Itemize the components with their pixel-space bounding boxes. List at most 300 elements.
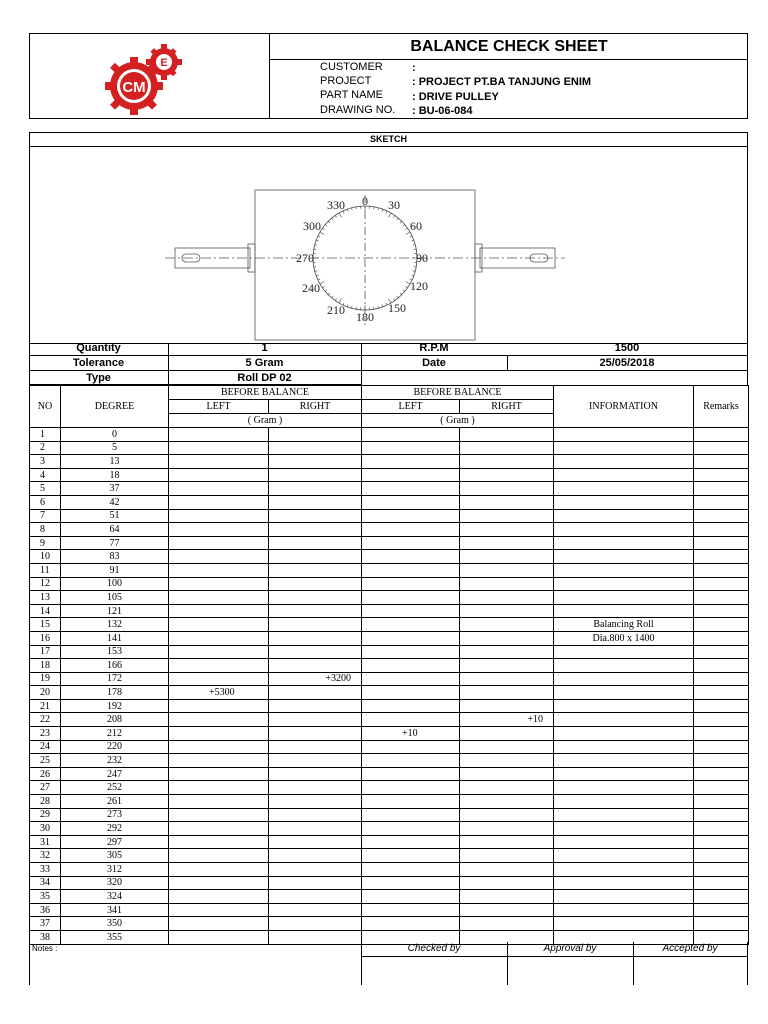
row-remarks [694, 890, 749, 904]
after-left-value [362, 740, 460, 754]
table-row [30, 591, 749, 605]
after-right-value [460, 536, 554, 550]
dial-label-330: 330 [327, 198, 345, 212]
before-right-value [269, 536, 362, 550]
date-value: 25/05/2018 [599, 357, 655, 369]
before-left-value [169, 441, 269, 455]
before-left-value [169, 563, 269, 577]
balance-table [29, 385, 749, 945]
group1-header: BEFORE BALANCE [169, 386, 362, 400]
row-remarks [694, 604, 749, 618]
row-information [554, 468, 694, 482]
row-remarks [694, 849, 749, 863]
table-row [30, 577, 749, 591]
row-information [554, 455, 694, 469]
after-left-value [362, 495, 460, 509]
before-right-value [269, 767, 362, 781]
notes-label: Notes : [32, 944, 58, 953]
row-degree: 141 [61, 631, 169, 645]
information-header: INFORMATION [554, 386, 694, 428]
row-remarks [694, 876, 749, 890]
before-left-value [169, 863, 269, 877]
dial-tick [397, 218, 399, 220]
after-left-value [362, 550, 460, 564]
after-right-value [460, 659, 554, 673]
dial-label-210: 210 [327, 303, 345, 317]
after-left-value [362, 523, 460, 537]
drawing-no-value: : BU-06-084 [412, 105, 473, 117]
row-no: 34 [30, 876, 61, 890]
row-information [554, 781, 694, 795]
row-remarks [694, 767, 749, 781]
row-degree: 355 [61, 930, 169, 944]
row-remarks [694, 618, 749, 632]
table-row [30, 536, 749, 550]
type-label: Type [86, 372, 111, 384]
before-right-value [269, 563, 362, 577]
row-no: 32 [30, 849, 61, 863]
row-remarks [694, 563, 749, 577]
quantity-label: Quantity [76, 342, 121, 354]
after-right-value [460, 631, 554, 645]
after-right-value [460, 767, 554, 781]
row-degree: 83 [61, 550, 169, 564]
row-information [554, 441, 694, 455]
after-left-value [362, 822, 460, 836]
rpm-value: 1500 [614, 342, 640, 354]
row-information [554, 577, 694, 591]
dial-tick [332, 218, 334, 220]
dial-label-300: 300 [303, 219, 321, 233]
accepted-by-sign[interactable] [634, 957, 746, 984]
table-row [30, 740, 749, 754]
dial-label-30: 30 [388, 198, 400, 212]
table-row [30, 863, 749, 877]
before-right-value [269, 468, 362, 482]
dial-tick [339, 213, 342, 217]
before-right-value [269, 863, 362, 877]
row-information [554, 713, 694, 727]
row-information [554, 849, 694, 863]
row-no: 22 [30, 713, 61, 727]
before-left-value [169, 659, 269, 673]
dial-tick [320, 282, 324, 285]
row-no: 29 [30, 808, 61, 822]
dial-label-90: 90 [416, 251, 428, 265]
row-remarks [694, 509, 749, 523]
checked-by-label: Checked by [407, 943, 461, 954]
row-information [554, 903, 694, 917]
row-information [554, 686, 694, 700]
after-right-value [460, 903, 554, 917]
row-degree: 91 [61, 563, 169, 577]
after-left-value [362, 441, 460, 455]
row-remarks [694, 808, 749, 822]
row-information [554, 822, 694, 836]
after-left-value [362, 781, 460, 795]
row-no: 10 [30, 550, 61, 564]
svg-text:E: E [160, 57, 168, 69]
table-row [30, 468, 749, 482]
row-no: 6 [30, 495, 61, 509]
group2-right-header: RIGHT [460, 400, 554, 414]
row-information [554, 727, 694, 741]
after-right-value [460, 740, 554, 754]
row-degree: 51 [61, 509, 169, 523]
before-right-value [269, 495, 362, 509]
after-right-value [460, 468, 554, 482]
before-right-value [269, 754, 362, 768]
group1-left-header: LEFT [169, 400, 269, 414]
row-remarks [694, 903, 749, 917]
before-right-value [269, 835, 362, 849]
row-degree: 153 [61, 645, 169, 659]
customer-label: CUSTOMER [320, 61, 383, 73]
before-left-value [169, 903, 269, 917]
before-left-value [169, 550, 269, 564]
before-left-value [169, 917, 269, 931]
before-left-value [169, 536, 269, 550]
table-row [30, 903, 749, 917]
after-left-value [362, 699, 460, 713]
dial-tick [403, 290, 405, 292]
row-no: 16 [30, 631, 61, 645]
after-right-value [460, 455, 554, 469]
row-degree: 42 [61, 495, 169, 509]
before-left-value [169, 495, 269, 509]
before-left-value [169, 754, 269, 768]
svg-text:CM: CM [122, 79, 146, 96]
dial-tick [382, 305, 383, 307]
row-degree: 13 [61, 455, 169, 469]
before-left-value [169, 781, 269, 795]
row-no: 31 [30, 835, 61, 849]
before-right-value [269, 550, 362, 564]
table-row [30, 727, 749, 741]
after-left-value [362, 631, 460, 645]
after-left-value [362, 917, 460, 931]
row-no: 14 [30, 604, 61, 618]
dial-tick [352, 208, 353, 210]
table-row [30, 455, 749, 469]
dial-tick [335, 215, 336, 217]
table-row [30, 835, 749, 849]
project-value: : PROJECT PT.BA TANJUNG ENIM [412, 76, 592, 88]
dial-tick [406, 228, 408, 229]
before-left-value [169, 740, 269, 754]
row-information [554, 672, 694, 686]
table-row [30, 917, 749, 931]
rpm-label: R.P.M [419, 342, 449, 354]
approval-by-label: Approval by [543, 943, 597, 954]
table-row [30, 686, 749, 700]
before-right-value [269, 917, 362, 931]
after-right-value: +10 [460, 713, 554, 727]
row-no: 2 [30, 441, 61, 455]
row-degree: 121 [61, 604, 169, 618]
dial-tick [347, 209, 348, 211]
dial-tick [322, 286, 324, 287]
row-remarks [694, 672, 749, 686]
dial-tick [335, 299, 336, 301]
after-right-value [460, 672, 554, 686]
row-no: 35 [30, 890, 61, 904]
dial-label-120: 120 [410, 279, 428, 293]
row-information [554, 740, 694, 754]
row-remarks [694, 523, 749, 537]
row-degree: 341 [61, 903, 169, 917]
row-remarks [694, 631, 749, 645]
row-remarks [694, 727, 749, 741]
dial-tick [386, 303, 387, 305]
row-no: 26 [30, 767, 61, 781]
before-left-value [169, 455, 269, 469]
dial-tick [378, 208, 379, 210]
row-no: 33 [30, 863, 61, 877]
table-row [30, 754, 749, 768]
before-right-value [269, 441, 362, 455]
row-no: 23 [30, 727, 61, 741]
row-no: 15 [30, 618, 61, 632]
row-no: 11 [30, 563, 61, 577]
after-left-value [362, 591, 460, 605]
row-information [554, 550, 694, 564]
dial-tick [393, 215, 394, 217]
before-right-value [269, 455, 362, 469]
customer-value: : [412, 62, 416, 74]
row-remarks [694, 713, 749, 727]
table-row [30, 795, 749, 809]
row-degree: 37 [61, 482, 169, 496]
after-left-value [362, 428, 460, 442]
before-right-value [269, 890, 362, 904]
row-remarks [694, 917, 749, 931]
row-information [554, 699, 694, 713]
dial-tick [382, 209, 383, 211]
row-remarks [694, 781, 749, 795]
after-right-value [460, 686, 554, 700]
before-left-value [169, 890, 269, 904]
after-left-value [362, 903, 460, 917]
after-left-value [362, 645, 460, 659]
dial-tick [318, 279, 320, 280]
dial-tick [315, 271, 317, 272]
after-left-value [362, 835, 460, 849]
approval-by-sign[interactable] [508, 957, 632, 984]
before-right-value [269, 428, 362, 442]
dial-tick [328, 293, 330, 295]
before-right-value [269, 740, 362, 754]
before-left-value [169, 835, 269, 849]
table-row [30, 849, 749, 863]
row-degree: 273 [61, 808, 169, 822]
after-left-value [362, 482, 460, 496]
table-row [30, 659, 749, 673]
before-left-value [169, 468, 269, 482]
row-remarks [694, 863, 749, 877]
row-degree: 312 [61, 863, 169, 877]
before-right-value [269, 645, 362, 659]
row-remarks [694, 686, 749, 700]
before-left-value [169, 713, 269, 727]
after-right-value [460, 917, 554, 931]
row-information [554, 428, 694, 442]
row-remarks [694, 550, 749, 564]
dial-tick [400, 293, 402, 295]
row-no: 18 [30, 659, 61, 673]
after-left-value [362, 849, 460, 863]
row-remarks [694, 441, 749, 455]
row-no: 7 [30, 509, 61, 523]
group2-header: BEFORE BALANCE [362, 386, 554, 400]
row-information [554, 890, 694, 904]
after-left-value [362, 808, 460, 822]
logo-main-gear-icon [105, 57, 163, 115]
dial-tick [322, 228, 324, 229]
sheet-title: BALANCE CHECK SHEET [410, 38, 608, 55]
before-left-value [169, 672, 269, 686]
row-degree: 208 [61, 713, 169, 727]
dial-label-270: 270 [296, 251, 314, 265]
row-no: 1 [30, 428, 61, 442]
row-remarks [694, 795, 749, 809]
after-right-value [460, 604, 554, 618]
before-right-value [269, 849, 362, 863]
row-degree: 232 [61, 754, 169, 768]
remarks-header: Remarks [694, 386, 749, 428]
dial-tick [316, 240, 318, 241]
table-row [30, 428, 749, 442]
after-left-value [362, 468, 460, 482]
quantity-value: 1 [261, 342, 268, 354]
after-right-value [460, 835, 554, 849]
dial-tick [352, 306, 353, 308]
dial-label-240: 240 [302, 281, 320, 295]
row-degree: 297 [61, 835, 169, 849]
after-right-value [460, 890, 554, 904]
after-left-value [362, 672, 460, 686]
after-left-value [362, 767, 460, 781]
table-row [30, 509, 749, 523]
before-left-value [169, 876, 269, 890]
after-right-value [460, 727, 554, 741]
before-left-value [169, 604, 269, 618]
after-right-value [460, 808, 554, 822]
row-remarks [694, 536, 749, 550]
table-row [30, 550, 749, 564]
after-left-value [362, 890, 460, 904]
before-left-value [169, 795, 269, 809]
row-degree: 212 [61, 727, 169, 741]
checked-by-sign[interactable] [362, 957, 506, 984]
row-no: 5 [30, 482, 61, 496]
table-row [30, 672, 749, 686]
before-right-value [269, 618, 362, 632]
row-no: 12 [30, 577, 61, 591]
before-left-value [169, 808, 269, 822]
dial-tick [413, 245, 415, 246]
project-label: PROJECT [320, 75, 372, 87]
before-left-value [169, 767, 269, 781]
dial-tick [347, 305, 348, 307]
table-row [30, 495, 749, 509]
dial-tick [332, 296, 334, 298]
table-row [30, 699, 749, 713]
row-remarks [694, 468, 749, 482]
before-right-value [269, 795, 362, 809]
date-label: Date [422, 357, 446, 369]
row-no: 25 [30, 754, 61, 768]
row-no: 20 [30, 686, 61, 700]
row-information [554, 536, 694, 550]
row-information [554, 509, 694, 523]
sketch-title: SKETCH [369, 134, 407, 144]
after-left-value [362, 509, 460, 523]
row-remarks [694, 822, 749, 836]
row-remarks [694, 577, 749, 591]
after-right-value [460, 495, 554, 509]
dial-tick [412, 240, 414, 241]
before-right-value [269, 604, 362, 618]
after-left-value [362, 536, 460, 550]
dial-tick [315, 245, 317, 246]
row-degree: 220 [61, 740, 169, 754]
table-row [30, 645, 749, 659]
group1-unit: ( Gram ) [169, 414, 362, 428]
after-left-value [362, 563, 460, 577]
after-right-value [460, 441, 554, 455]
row-information: Dia.800 x 1400 [554, 631, 694, 645]
before-right-value [269, 822, 362, 836]
row-information [554, 917, 694, 931]
row-remarks [694, 482, 749, 496]
before-left-value [169, 631, 269, 645]
row-no: 19 [30, 672, 61, 686]
dial-tick [403, 225, 405, 227]
before-right-value [269, 713, 362, 727]
before-left-value: +5300 [169, 686, 269, 700]
row-degree: 0 [61, 428, 169, 442]
row-degree: 252 [61, 781, 169, 795]
before-right-value [269, 727, 362, 741]
after-right-value [460, 591, 554, 605]
row-no: 13 [30, 591, 61, 605]
row-no: 37 [30, 917, 61, 931]
row-information [554, 523, 694, 537]
table-row [30, 441, 749, 455]
after-right-value [460, 781, 554, 795]
table-row [30, 482, 749, 496]
before-left-value [169, 618, 269, 632]
part-name-label: PART NAME [320, 89, 383, 101]
dial-tick [325, 225, 327, 227]
tolerance-value: 5 Gram [245, 357, 284, 369]
after-right-value [460, 795, 554, 809]
table-row [30, 563, 749, 577]
table-row [30, 604, 749, 618]
before-right-value [269, 509, 362, 523]
row-remarks [694, 699, 749, 713]
row-information [554, 495, 694, 509]
row-information [554, 876, 694, 890]
row-information [554, 808, 694, 822]
dial-tick [386, 211, 387, 213]
after-left-value [362, 455, 460, 469]
after-left-value [362, 604, 460, 618]
dial-label-0: 0 [362, 194, 368, 208]
before-left-value [169, 509, 269, 523]
before-left-value [169, 523, 269, 537]
